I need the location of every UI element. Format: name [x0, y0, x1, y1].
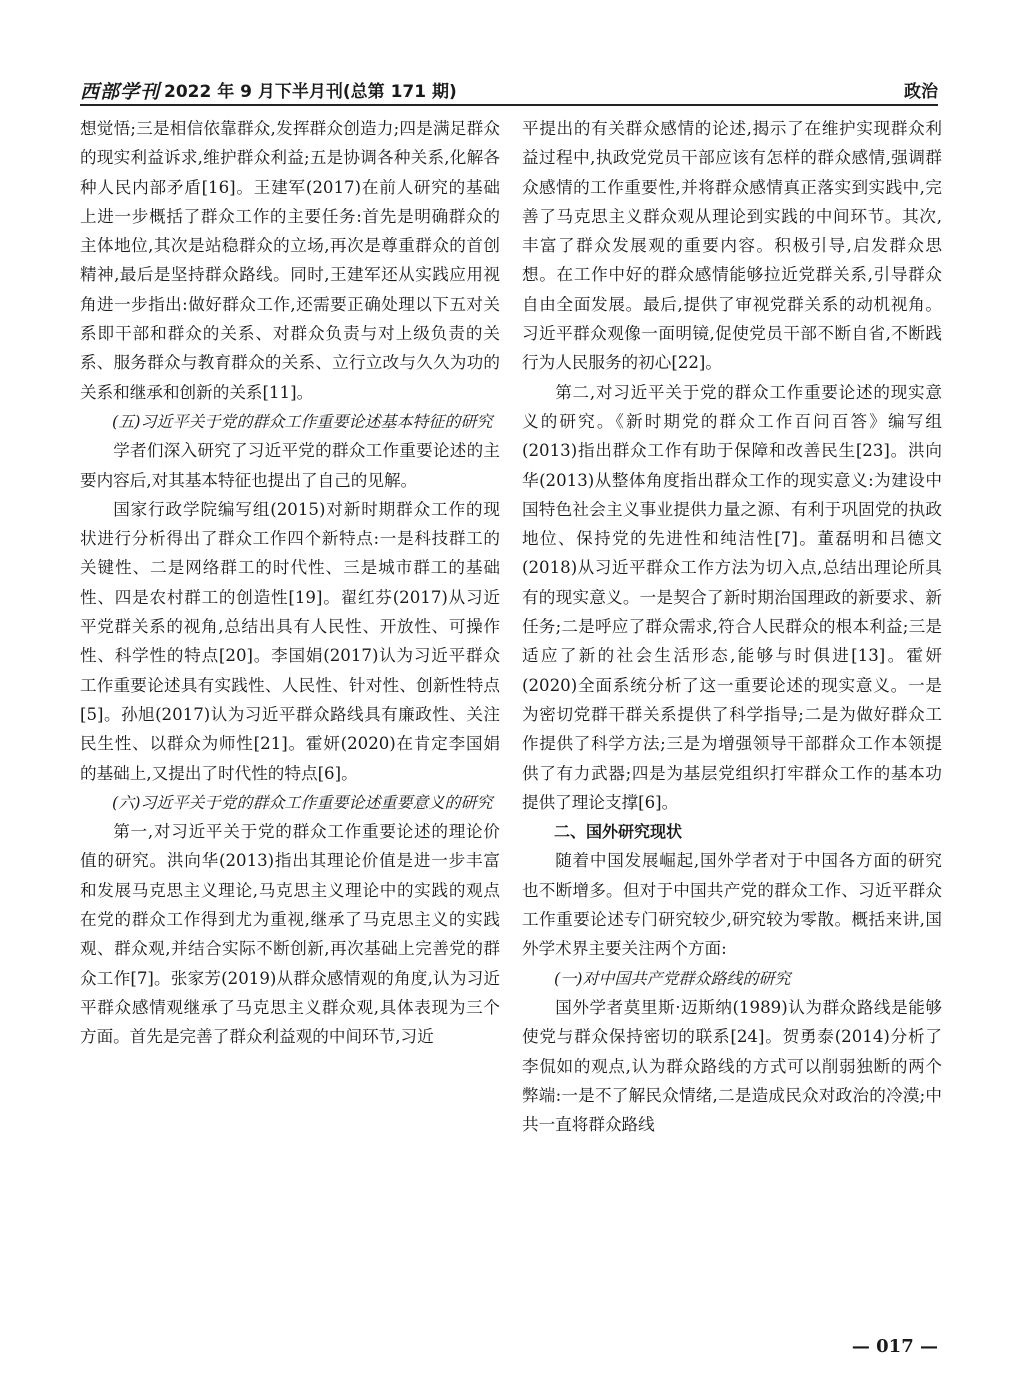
left-column — [80, 114, 500, 1052]
subsection-heading: (六)习近平关于党的群众工作重要论述重要意义的研究 — [112, 792, 493, 812]
paragraph: 学者们深入研究了习近平党的群众工作重要论述的主要内容后,对其基本特征也提出了自己的见解。 — [80, 441, 500, 490]
running-header — [80, 70, 938, 106]
section-heading: 二、国外研究现状 — [554, 822, 683, 842]
paragraph: 平提出的有关群众感情的论述,揭示了在维护实现群众利益过程中,执政党党员干部应该有怎样的群众感情,强调群众感情的工作重要性,并将群众感情真正落实到实践中,完善了马克思主义群众观从理论到实践的中间环节。其次,丰富了群众发展观的重要内容。积极引导,启发群众思想。在工作中好的群众感情能够拉近党群关系,引导群众自由全面发展。最后,提供了审视党群关系的动机视角。习近平群众观像一面明镜,促使党员干部不断自省,不断践行为人民服务的初心[22]。 — [522, 119, 942, 373]
paragraph: 第一,对习近平关于党的群众工作重要论述的理论价值的研究。洪向华(2013)指出其理论价值是进一步丰富和发展马克思主义理论,马克思主义理论中的实践的观点在党的群众工作得到尤为重视,继承了马克思主义的实践观、群众观,并结合实际不断创新,再次基础上完善党的群众工作[7]。张家芳(2019)从群众感情观的角度,认为习近平群众感情观继承了马克思主义群众观,具体表现为三个方面。首先是完善了群众利益观的中间环节,习近 — [80, 822, 500, 1047]
paragraph: 国外学者莫里斯·迈斯纳(1989)认为群众路线是能够使党与群众保持密切的联系[24]。贺勇泰(2014)分析了李侃如的观点,认为群众路线的方式可以削弱独断的两个弊端:一是不了解民众情绪,二是造成民众对政治的冷漠;中共一直将群众路线 — [522, 997, 942, 1135]
journal-logo: 西部学刊 — [80, 81, 161, 103]
section-name: 政治 — [904, 82, 938, 102]
subsection-heading: (一)对中国共产党群众路线的研究 — [554, 968, 791, 988]
header-left — [80, 77, 457, 104]
subsection-heading: (五)习近平关于党的群众工作重要论述基本特征的研究 — [112, 411, 493, 431]
paragraph: 想觉悟;三是相信依靠群众,发挥群众创造力;四是满足群众的现实利益诉求,维护群众利益;五是协调各种关系,化解各种人民内部矛盾[16]。王建军(2017)在前人研究的基础上进一步概括了群众工作的主要任务:首先是明确群众的主体地位,其次是站稳群众的立场,再次是尊重群众的首创精神,最后是坚持群众路线。同时,王建军还从实践应用视角进一步指出:做好群众工作,还需要正确处理以下五对关系即干部和群众的关系、对群众负责与对上级负责的关系、服务群众与教育群众的关系、立行立改与久久为功的关系和继承和创新的关系[11]。 — [80, 119, 500, 402]
paragraph: 国家行政学院编写组(2015)对新时期群众工作的现状进行分析得出了群众工作四个新特点:一是科技群工的关键性、二是网络群工的时代性、三是城市群工的基础性、四是农村群工的创造性[19]。翟红芬(2017)从习近平党群关系的视角,总结出具有人民性、开放性、可操作性、科学性的特点[20]。李国娟(2017)认为习近平群众工作重要论述具有实践性、人民性、针对性、创新性特点[5]。孙旭(2017)认为习近平群众路线具有廉政性、关注民生性、以群众为师性[21]。霍妍(2020)在肯定李国娟的基础上,又提出了时代性的特点[6]。 — [80, 499, 500, 783]
right-column — [522, 114, 942, 1139]
paragraph: 随着中国发展崛起,国外学者对于中国各方面的研究也不断增多。但对于中国共产党的群众工作、习近平群众工作重要论述专门研究较少,研究较为零散。概括来讲,国外学术界主要关注两个方面: — [522, 851, 942, 959]
page-number: — 017 — — [851, 1336, 938, 1357]
issue-info: 2022 年 9 月下半月刊(总第 171 期) — [164, 82, 457, 102]
paragraph: 第二,对习近平关于党的群众工作重要论述的现实意义的研究。《新时期党的群众工作百问百答》编写组(2013)指出群众工作有助于保障和改善民生[23]。洪向华(2013)从整体角度指出群众工作的现实意义:为建设中国特色社会主义事业提供力量之源、有利于巩固党的执政地位、保持党的先进性和纯洁性[7]。董磊明和吕德文(2018)从习近平群众工作方法为切入点,总结出理论所具有的现实意义。一是契合了新时期治国理政的新要求、新任务;二是呼应了群众需求,符合人民群众的根本利益;三是适应了新的社会生活形态,能够与时俱进[13]。霍妍(2020)全面系统分析了这一重要论述的现实意义。一是为密切党群干群关系提供了科学指导;二是为做好群众工作提供了科学方法;三是为增强领导干部群众工作本领提供了有力武器;四是为基层党组织打牢群众工作的基本功提供了理论支撑[6]。 — [522, 382, 942, 812]
